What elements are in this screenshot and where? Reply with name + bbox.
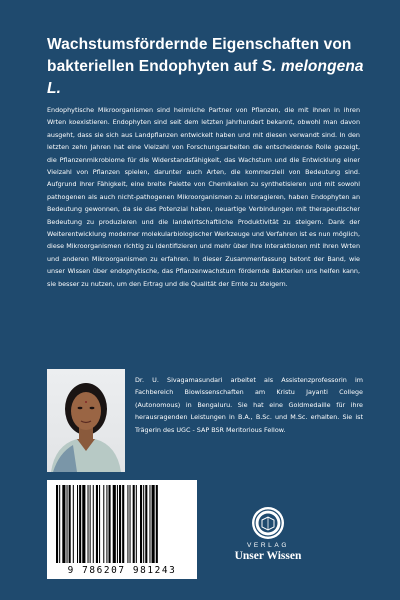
barcode-bar — [113, 485, 116, 563]
publisher-verlag-label: VERLAG — [247, 542, 289, 549]
barcode-bar — [90, 485, 91, 563]
barcode-bar — [133, 485, 135, 563]
barcode-bar — [96, 485, 98, 563]
book-title — [47, 34, 377, 100]
barcode-bar — [143, 485, 144, 563]
book-abstract: Endophytische Mikroorganismen sind heimliche Partner von Pflanzen, die mit ihnen in ihren Wrten koexistieren. Endophyten sind seit dem letzten Jahrhundert bekannt, obwohl man davon ausgeht, dass sie sich aus Landpflanzen entwickelt haben und mit diesen verwandt sind. In den letzten zehn Jahren hat eine Vielzahl von Forschungsarbeiten die entscheidende Rolle gezeigt, die Pflanzenmikrobiome für die Widerstandsfähigkeit, das Wachstum und die Entwicklung einer Vielzahl von Pflanzen spielen, darunter auch Arten, die kommerziell von Bedeutung sind. Aufgrund ihrer Fähigkeit, eine breite Palette von Chemikalien zu synthetisieren und mit sowohl pathogenen als auch nicht-pathogenen Mikroorganismen zu interagieren, haben Endophyten an Bedeutung gewonnen, da sie das Potenzial haben, neuartige Verbindungen mit therapeutischer Bedeutung zu produzieren und die landwirtschaftliche Produktivität zu steigern. Dank der Weiterentwicklung moderner molekularbiologischer Werkzeuge und Verfahren ist es nun möglich, diese Mikroorganismen richtig zu identifizieren und mehr über ihre Interaktionen mit ihren Wrten und anderen Mikroorganismen zu erfahren. In dieser Zusammenfassung betont der Band, wie unser Wissen über endophytische, das Pflanzenwachstum fördernde Bakterien uns helfen kann, sie besser zu nutzen, um den Ertrag und die Qualität der Ernte zu steigern. — [47, 106, 360, 288]
barcode-bar — [117, 485, 118, 563]
barcode-bar — [109, 485, 111, 563]
publisher-block — [228, 506, 308, 562]
author-photo — [47, 369, 125, 472]
book-title-main: Wachstumsfördernde Eigenschaften von bakteriellen Endophyten auf — [47, 36, 352, 75]
barcode-bar — [82, 485, 85, 563]
barcode-bar — [59, 485, 60, 563]
barcode-bar — [122, 485, 124, 563]
barcode-bar — [93, 485, 94, 563]
barcode-bar — [152, 485, 155, 563]
author-bio: Dr. U. Sivagamasundari arbeitet als Assistenzprofessorin im Fachbereich Biowissenschaften am Kristu Jayanti College (Autonomous) in Bengaluru. Sie hat eine Goldmedaille für ihre herausragenden Leistungen in B.A., B.Sc. und M.Sc. erhalten. Sie ist Trägerin des UGC - SAP BSR Meritorious Fellow. — [135, 376, 363, 434]
book-title-species: S. melongena L. — [47, 58, 364, 97]
barcode-bar — [119, 485, 121, 563]
barcode-bar — [149, 485, 150, 563]
publisher-logo-icon — [251, 506, 285, 540]
barcode-bar — [130, 485, 131, 563]
barcode-bar — [79, 485, 81, 563]
barcode-bar — [156, 485, 158, 563]
barcode-bar — [62, 485, 65, 563]
barcode — [47, 480, 197, 579]
barcode-bar — [73, 485, 74, 563]
barcode-bar — [56, 485, 58, 563]
publisher-name: Unser Wissen — [234, 550, 302, 562]
barcode-bar — [103, 485, 104, 563]
barcode-bar — [88, 485, 89, 563]
barcode-bar — [127, 485, 128, 563]
barcode-bar — [69, 485, 71, 563]
barcode-bar — [140, 485, 142, 563]
barcode-bar — [77, 485, 78, 563]
barcode-bars — [52, 485, 192, 563]
isbn-number: 9 786207 981243 — [67, 565, 177, 576]
barcode-bar — [106, 485, 107, 563]
barcode-bar — [99, 485, 100, 563]
barcode-bar — [145, 485, 147, 563]
barcode-bar — [136, 485, 137, 563]
barcode-bar — [67, 485, 68, 563]
